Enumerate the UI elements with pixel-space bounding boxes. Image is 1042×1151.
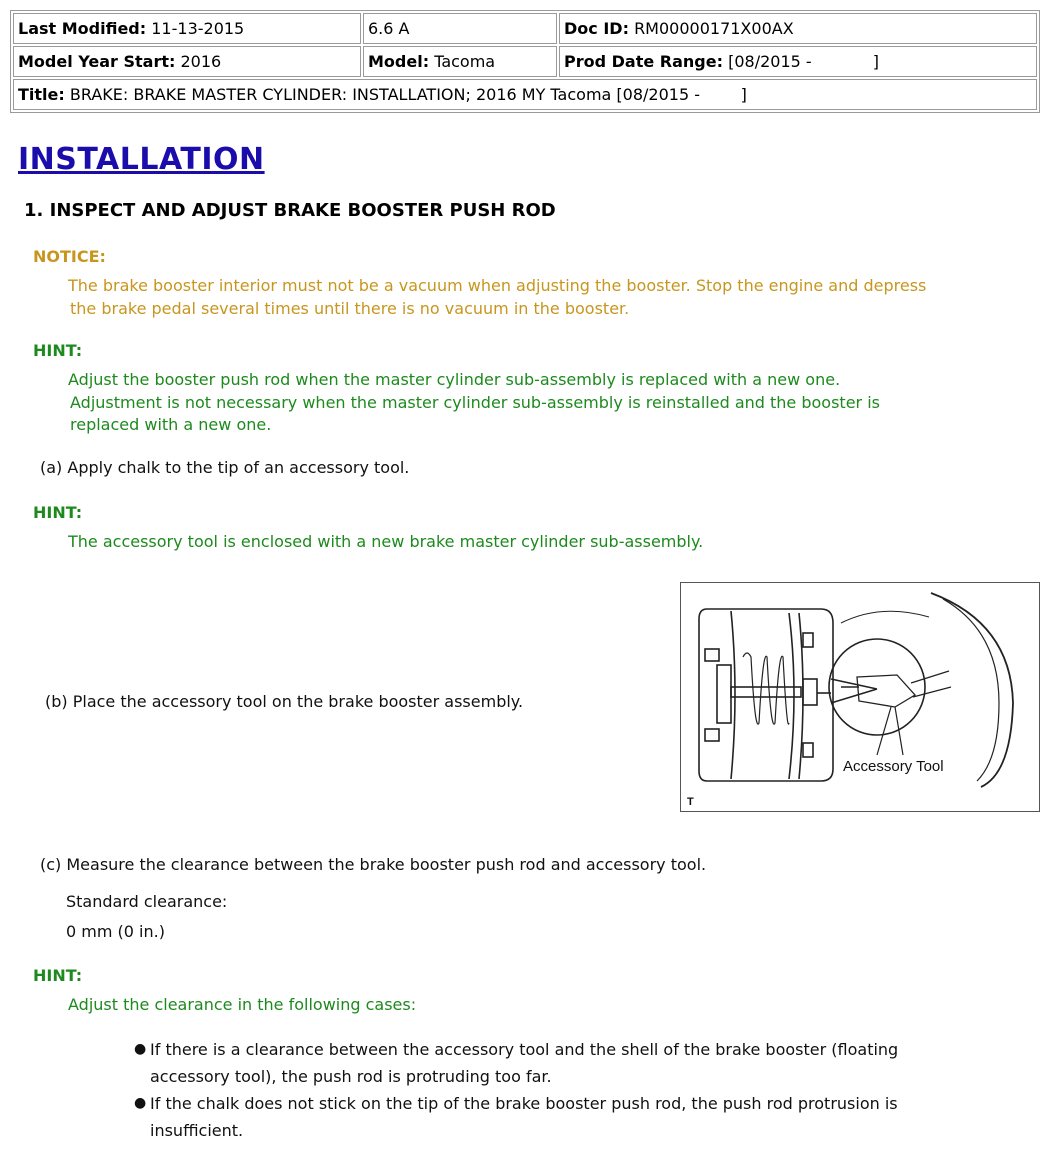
model-year-label: Model Year Start:: [18, 52, 176, 71]
model-cell: [363, 46, 557, 77]
model-year-cell: [13, 46, 361, 77]
hint-label-2: HINT:: [33, 503, 83, 522]
version-value: 6.6 A: [368, 19, 410, 38]
clearance-cases-list: [132, 1036, 1012, 1144]
last-modified-cell: [13, 13, 361, 44]
title-label: Title:: [18, 85, 65, 104]
prod-date-value: [08/2015 - ]: [728, 52, 879, 71]
last-modified-label: Last Modified:: [18, 19, 147, 38]
installation-heading[interactable]: INSTALLATION: [18, 142, 265, 177]
hint-label-1: HINT:: [33, 341, 83, 360]
title-cell: [13, 79, 1037, 110]
step-a-text: (a) Apply chalk to the tip of an accessory tool.: [40, 458, 410, 477]
bullet-icon: ●: [134, 1041, 147, 1057]
list-item: [132, 1036, 1012, 1090]
hint-1-text-line-2: Adjustment is not necessary when the master cylinder sub-assembly is reinstalled and the booster is: [70, 393, 880, 412]
prod-date-label: Prod Date Range:: [564, 52, 723, 71]
hint-1-text-line-3: replaced with a new one.: [70, 415, 272, 434]
accessory-tool-figure: [680, 582, 1040, 812]
standard-clearance-value: 0 mm (0 in.): [66, 922, 165, 941]
doc-id-value: RM00000171X00AX: [634, 19, 794, 38]
notice-text-line-1: The brake booster interior must not be a vacuum when adjusting the booster. Stop the engine and depress: [68, 276, 927, 295]
figure-callout-label: Accessory Tool: [843, 758, 944, 775]
step-1-heading: 1. INSPECT AND ADJUST BRAKE BOOSTER PUSH ROD: [24, 200, 556, 221]
standard-clearance-label: Standard clearance:: [66, 892, 228, 911]
list-item-line-2: insufficient.: [150, 1121, 244, 1140]
list-item-line-2: accessory tool), the push rod is protruding too far.: [150, 1067, 552, 1086]
doc-id-label: Doc ID:: [564, 19, 629, 38]
notice-label: NOTICE:: [33, 247, 106, 266]
prod-date-cell: [559, 46, 1037, 77]
document-header-table: [10, 10, 1040, 113]
hint-3-text: Adjust the clearance in the following cases:: [68, 995, 417, 1014]
version-cell: [363, 13, 557, 44]
title-value: BRAKE: BRAKE MASTER CYLINDER: INSTALLATION; 2016 MY Tacoma [08/2015 - ]: [69, 85, 747, 104]
list-item-line-1: If there is a clearance between the accessory tool and the shell of the brake booster (floating: [150, 1040, 899, 1059]
list-item-line-1: If the chalk does not stick on the tip of the brake booster push rod, the push rod protrusion is: [150, 1094, 898, 1113]
model-year-value: 2016: [180, 52, 222, 71]
hint-2-text: The accessory tool is enclosed with a new brake master cylinder sub-assembly.: [68, 532, 704, 551]
step-c-text: (c) Measure the clearance between the brake booster push rod and accessory tool.: [40, 855, 707, 874]
last-modified-value: 11-13-2015: [151, 19, 245, 38]
bullet-icon: ●: [134, 1095, 147, 1111]
brake-booster-illustration: [681, 583, 1039, 811]
hint-label-3: HINT:: [33, 966, 83, 985]
doc-id-cell: [559, 13, 1037, 44]
hint-1-text-line-1: Adjust the booster push rod when the master cylinder sub-assembly is replaced with a new one.: [68, 370, 841, 389]
figure-corner-mark: T: [687, 796, 694, 808]
list-item: [132, 1090, 1012, 1144]
model-label: Model:: [368, 52, 430, 71]
step-b-text: (b) Place the accessory tool on the brake booster assembly.: [45, 692, 524, 711]
notice-text-line-2: the brake pedal several times until there is no vacuum in the booster.: [70, 299, 630, 318]
model-value: Tacoma: [434, 52, 496, 71]
